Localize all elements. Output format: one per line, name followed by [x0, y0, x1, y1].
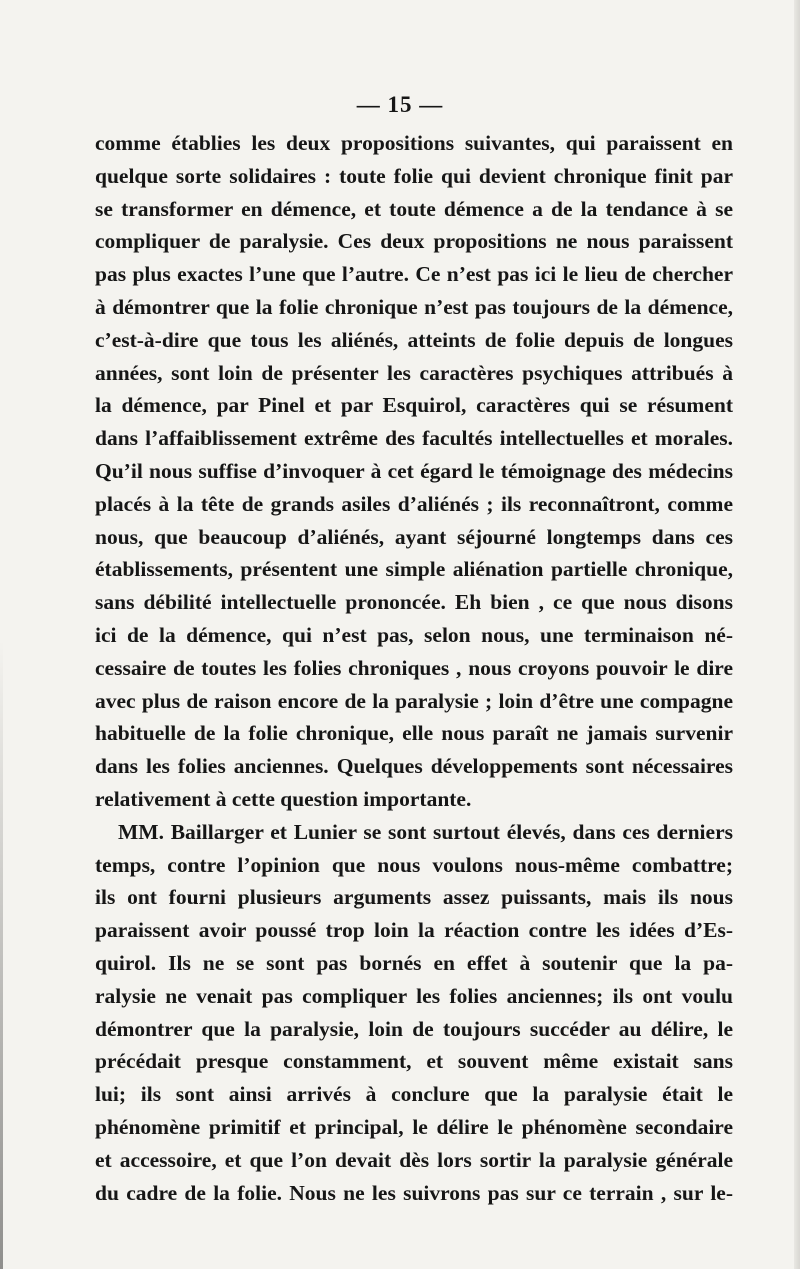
text-line: la démence, par Pinel et par Esquirol, caractères qui se résument: [95, 393, 733, 418]
text-line: précédait presque constamment, et souvent même existait sans: [95, 1049, 733, 1074]
text-line: ici de la démence, qui n’est pas, selon nous, une terminaison né-: [95, 622, 733, 647]
page-edge: [794, 0, 800, 1269]
text-line: MM. Baillarger et Lunier se sont surtout élevés, dans ces derniers: [118, 819, 733, 844]
text-line: placés à la tête de grands asiles d’aliénés ; ils reconnaîtront, comme: [95, 491, 733, 516]
text-line: relativement à cette question importante.: [95, 786, 472, 811]
text-line: ralysie ne venait pas compliquer les folies anciennes; ils ont voulu: [95, 983, 733, 1008]
text-line: nous, que beaucoup d’aliénés, ayant séjourné longtemps dans ces: [95, 524, 733, 549]
text-line: établissements, présentent une simple aliénation partielle chronique,: [95, 557, 733, 582]
binding-shadow: [0, 640, 3, 1269]
text-line: et accessoire, et que l’on devait dès lors sortir la paralysie générale: [95, 1147, 733, 1172]
text-line: du cadre de la folie. Nous ne les suivrons pas sur ce terrain , sur le-: [95, 1180, 733, 1205]
text-line: à démontrer que la folie chronique n’est pas toujours de la démence,: [95, 294, 733, 319]
text-line: c’est-à-dire que tous les aliénés, atteints de folie depuis de longues: [95, 327, 733, 352]
text-line: ils ont fourni plusieurs arguments assez puissants, mais ils nous: [95, 885, 733, 910]
text-line: habituelle de la folie chronique, elle nous paraît ne jamais survenir: [95, 721, 733, 746]
text-line: avec plus de raison encore de la paralysie ; loin d’être une compagne: [95, 688, 733, 713]
text-line: phénomène primitif et principal, le délire le phénomène secondaire: [95, 1114, 733, 1139]
text-line: sans débilité intellectuelle prononcée. Eh bien , ce que nous disons: [95, 590, 733, 615]
text-line: temps, contre l’opinion que nous voulons nous-même combattre;: [95, 852, 733, 877]
body-text: [95, 127, 733, 1209]
text-line: dans l’affaiblissement extrême des facultés intellectuelles et morales.: [95, 426, 733, 451]
text-line: quirol. Ils ne se sont pas bornés en effet à soutenir que la pa-: [95, 950, 733, 975]
text-line: pas plus exactes l’une que l’autre. Ce n’est pas ici le lieu de chercher: [95, 262, 733, 287]
text-line: se transformer en démence, et toute démence a de la tendance à se: [95, 196, 733, 221]
text-line: paraissent avoir poussé trop loin la réaction contre les idées d’Es-: [95, 918, 733, 943]
text-line: démontrer que la paralysie, loin de toujours succéder au délire, le: [95, 1016, 733, 1041]
page-number: — 15 —: [356, 92, 444, 117]
text-line: Qu’il nous suffise d’invoquer à cet égard le témoignage des médecins: [95, 458, 733, 483]
text-line: cessaire de toutes les folies chroniques , nous croyons pouvoir le dire: [95, 655, 733, 680]
text-line: comme établies les deux propositions suivantes, qui paraissent en: [95, 131, 733, 155]
text-line: lui; ils sont ainsi arrivés à conclure que la paralysie était le: [95, 1082, 733, 1107]
text-line: dans les folies anciennes. Quelques développements sont nécessaires: [95, 754, 733, 779]
text-line: quelque sorte solidaires : toute folie qui devient chronique finit par: [95, 163, 733, 188]
text-line: années, sont loin de présenter les caractères psychiques attribués à: [95, 360, 733, 385]
text-line: compliquer de paralysie. Ces deux propositions ne nous paraissent: [95, 229, 733, 254]
